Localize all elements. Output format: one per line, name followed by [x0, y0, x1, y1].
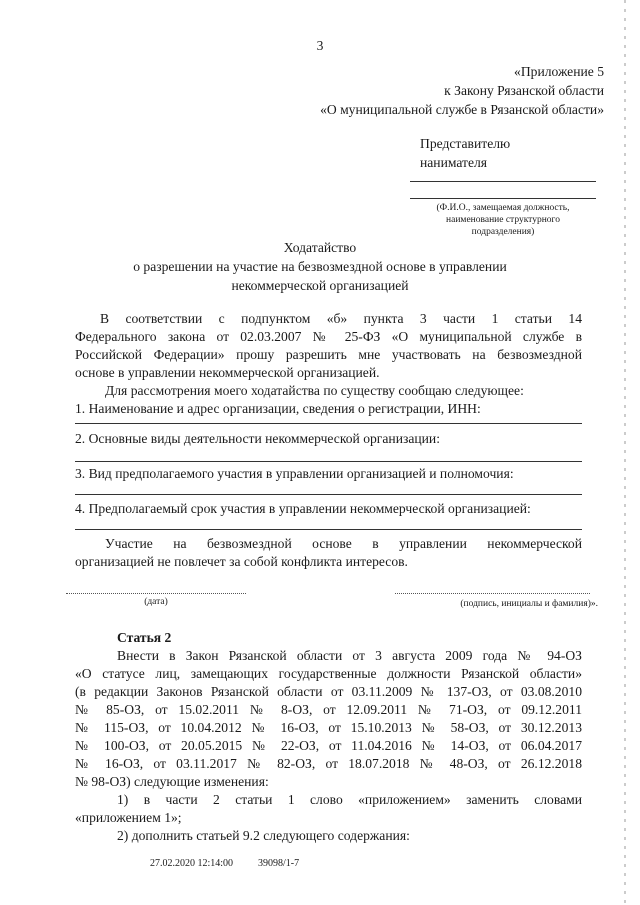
signature-caption: (подпись, инициалы и фамилия)».	[460, 599, 598, 609]
article-2-line-3: (в редакции Законов Рязанской области от 03.11.2009 № 137-ОЗ, от 03.08.2010	[75, 684, 582, 699]
article-2-line-8: № 98-ОЗ) следующие изменения:	[75, 774, 269, 789]
form-item-3-blank	[75, 494, 582, 495]
body-p1-line-3: Российской Федерации» прошу разрешить мне участвовать на безвозмездной	[75, 347, 582, 362]
footer-doc-id: 39098/1-7	[258, 858, 300, 869]
body-p3-line-2: организацией не повлечет за собой конфликта интересов.	[75, 554, 408, 569]
form-item-3: 3. Вид предполагаемого участия в управлении организацией и полномочия:	[75, 466, 514, 481]
addressee-caption-1: (Ф.И.О., замещаемая должность,	[436, 203, 570, 213]
date-caption: (дата)	[144, 597, 168, 607]
article-2-line-2: «О статусе лиц, замещающих государственные должности Рязанской области»	[75, 666, 582, 681]
article-2-line-1: Внести в Закон Рязанской области от 3 августа 2009 года № 94-ОЗ	[117, 648, 582, 663]
addressee-caption-2: наименование структурного	[446, 215, 560, 225]
article-2-item-1-line-2: «приложением 1»;	[75, 810, 182, 825]
body-p1-line-1: В соответствии с подпунктом «б» пункта 3 части 1 статьи 14	[100, 311, 582, 326]
page-number: 3	[316, 38, 324, 53]
form-item-1-blank	[75, 423, 582, 424]
addressee-line-2: нанимателя	[420, 155, 488, 170]
petition-subtitle-2: некоммерческой организацией	[231, 278, 409, 293]
appendix-line-1: «Приложение 5	[514, 64, 604, 79]
article-2-line-6: № 100-ОЗ, от 20.05.2015 № 22-ОЗ, от 11.04.2016 № 14-ОЗ, от 06.04.2017	[75, 738, 582, 753]
body-p1-line-4: основе в управлении некоммерческой организацией.	[75, 365, 380, 380]
date-blank-line	[66, 593, 246, 594]
article-2-line-5: № 115-ОЗ, от 10.04.2012 № 16-ОЗ, от 15.10.2013 № 58-ОЗ, от 30.12.2013	[75, 720, 582, 735]
addressee-line-1: Представителю	[420, 136, 511, 151]
body-p2: Для рассмотрения моего ходатайства по существу сообщаю следующее:	[105, 383, 524, 398]
article-2-item-1-line-1: 1) в части 2 статьи 1 слово «приложением» заменить словами	[117, 792, 582, 807]
form-item-4-blank	[75, 529, 582, 530]
form-item-2-blank	[75, 461, 582, 462]
appendix-line-2: к Закону Рязанской области	[444, 83, 604, 98]
article-2-line-4: № 85-ОЗ, от 15.02.2011 № 8-ОЗ, от 12.09.2011 № 71-ОЗ, от 09.12.2011	[75, 702, 582, 717]
body-p1-line-2: Федерального закона от 02.03.2007 № 25-ФЗ «О муниципальной службе в	[75, 329, 582, 344]
form-item-1: 1. Наименование и адрес организации, сведения о регистрации, ИНН:	[75, 401, 481, 416]
addressee-blank-line	[410, 181, 596, 182]
appendix-line-3: «О муниципальной службе в Рязанской области»	[320, 102, 604, 117]
signature-blank-line	[395, 593, 590, 594]
petition-title: Ходатайство	[283, 240, 357, 255]
footer-timestamp: 27.02.2020 12:14:00	[150, 858, 234, 869]
body-p3-line-1: Участие на безвозмездной основе в управлении некоммерческой	[105, 536, 582, 551]
scan-edge	[624, 0, 626, 905]
form-item-2: 2. Основные виды деятельности некоммерческой организации:	[75, 431, 440, 446]
form-item-4: 4. Предполагаемый срок участия в управлении некоммерческой организацией:	[75, 501, 531, 516]
article-2-line-7: № 16-ОЗ, от 03.11.2017 № 82-ОЗ, от 18.07.2018 № 48-ОЗ, от 26.12.2018	[75, 756, 582, 771]
article-2-heading: Статья 2	[117, 630, 172, 645]
petition-subtitle-1: о разрешении на участие на безвозмездной основе в управлении	[133, 259, 507, 274]
addressee-blank-line-2	[410, 198, 596, 199]
addressee-caption-3: подразделения)	[471, 227, 535, 237]
article-2-item-2: 2) дополнить статьей 9.2 следующего содержания:	[117, 828, 410, 843]
